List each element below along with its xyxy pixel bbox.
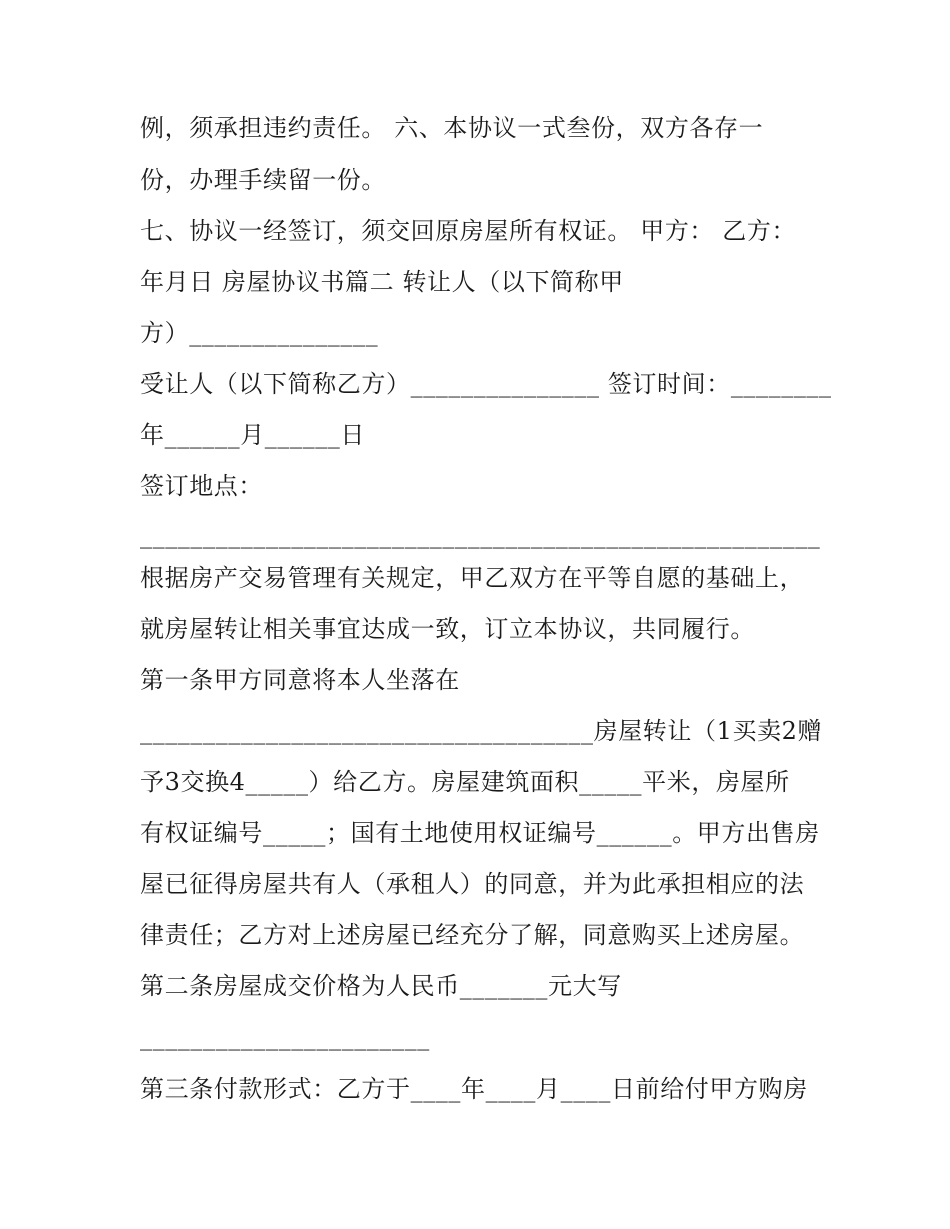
text-line: 有权证编号_____；国有土地使用权证编号______。甲方出售房 [140,819,820,847]
article-heading: 第三条付款形式：乙方于____年____月____日前给付甲方购房 [140,1075,808,1103]
text-line: 就房屋转让相关事宜达成一致，订立本协议，共同履行。 [140,615,755,643]
text-line: 予3交换4_____）给乙方。房屋建筑面积_____平米，房屋所 [140,768,790,796]
article-heading: 第一条甲方同意将本人坐落在 [140,666,460,694]
text-line: 根据房产交易管理有关规定，甲乙双方在平等自愿的基础上， [140,564,805,592]
signing-location-blank: ______________________________________________________ [140,521,821,549]
text-line: 受让人（以下简称乙方）_______________ 签订时间：________ [140,370,832,398]
text-line: 签订地点： [140,472,263,500]
text-line: 方）_______________ [140,319,379,347]
text-line: 年______月______日 [140,421,365,449]
text-line: 例，须承担违约责任。 六、本协议一式叁份，双方各存一 [140,114,764,142]
text-line: 年月日 房屋协议书篇二 转让人（以下简称甲 [140,268,624,296]
article-heading: 第二条房屋成交价格为人民币_______元大写 [140,972,622,1000]
text-line: 律责任；乙方对上述房屋已经充分了解，同意购买上述房屋。 [140,921,805,949]
text-line: 屋已征得房屋共有人（承租人）的同意，并为此承担相应的法 [140,870,805,898]
price-words-blank: _______________________ [140,1023,430,1051]
text-line: 七、协议一经签订，须交回原房屋所有权证。 甲方： 乙方： [140,217,797,245]
text-line: ____________________________________房屋转让（1买卖2赠 [140,717,823,745]
text-line: 份，办理手续留一份。 [140,166,386,194]
